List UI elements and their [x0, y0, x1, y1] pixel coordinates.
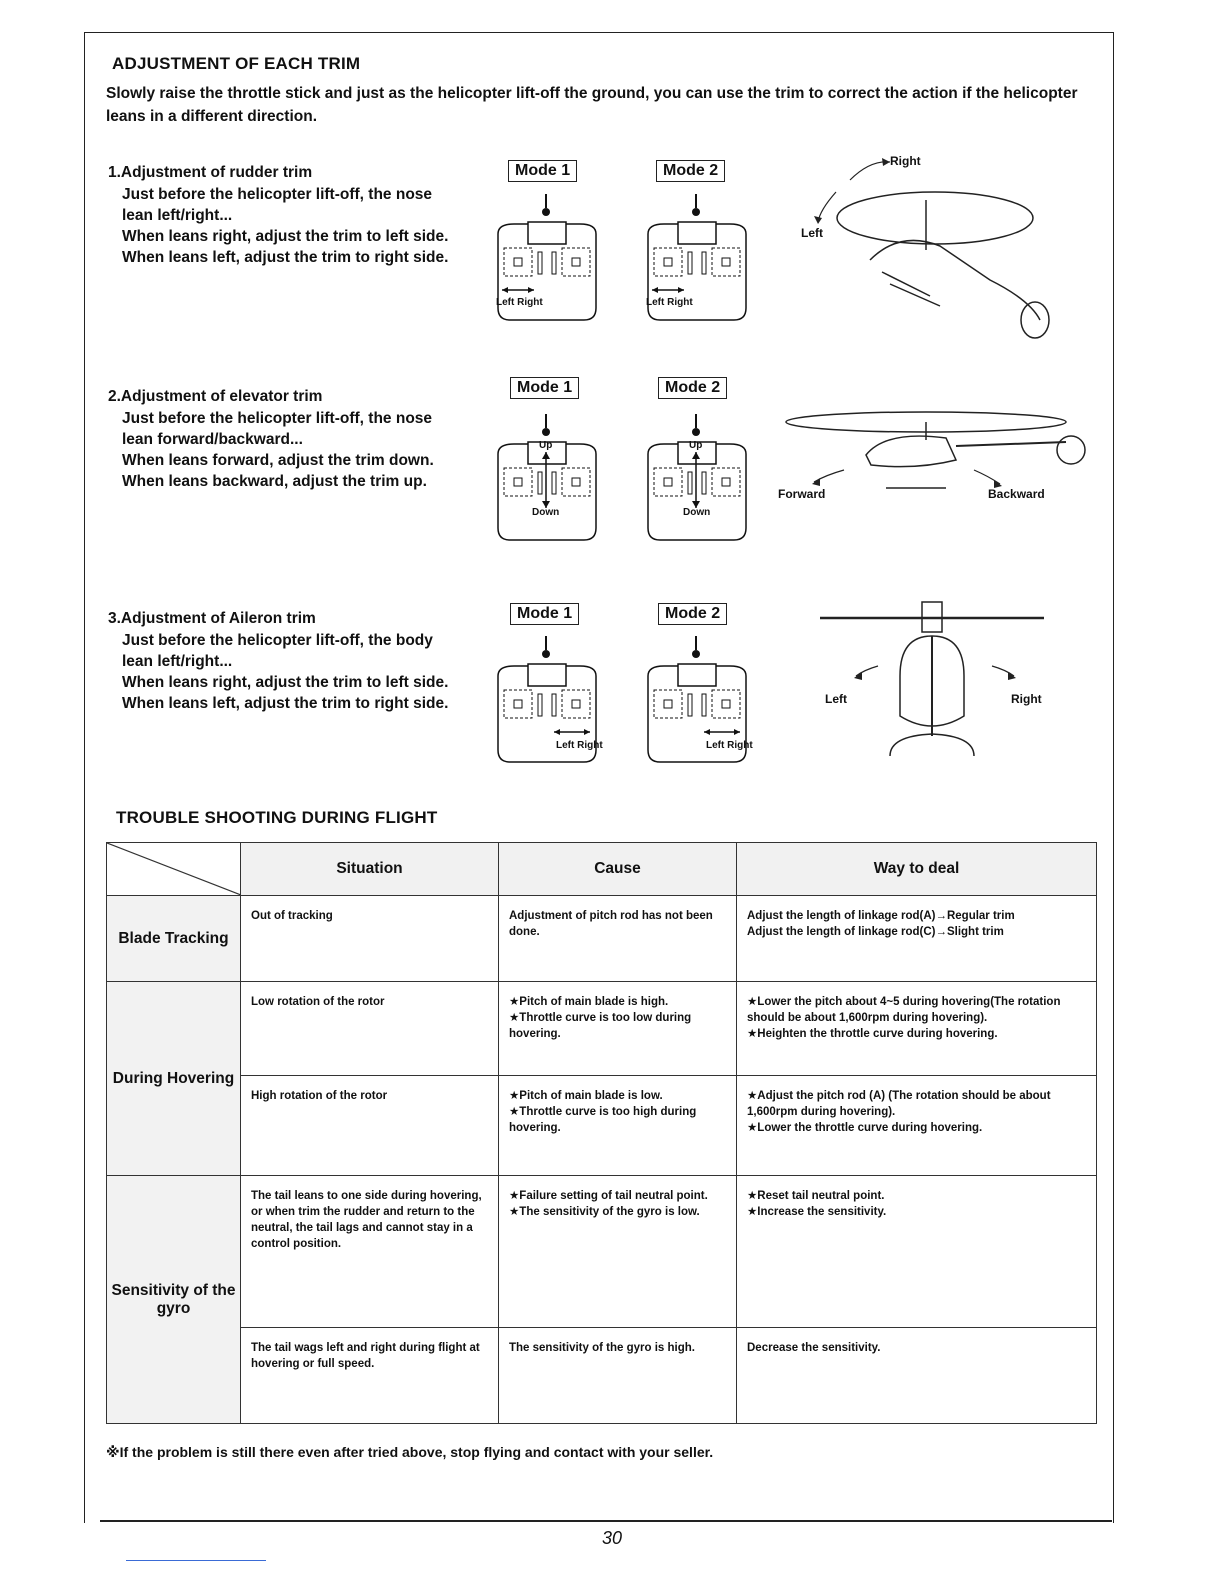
helicopter-front-illustration: [820, 596, 1060, 772]
diag-label-forward: Forward: [778, 487, 826, 501]
diag-label-left: Left: [801, 226, 823, 240]
footer-line: [126, 1560, 266, 1561]
elevator-trim-text: [108, 388, 488, 492]
tx-label-up: Up: [689, 440, 703, 451]
header-way: Way to deal: [737, 843, 1097, 896]
bottom-rule: [100, 1520, 1112, 1522]
aileron-line: lean left/right...: [122, 653, 233, 670]
table-row: [107, 896, 1097, 982]
cell-situation: The tail wags left and right during flight at hovering or full speed.: [241, 1328, 499, 1424]
cell-situation: High rotation of the rotor: [241, 1076, 499, 1176]
category-gyro: Sensitivity of the gyro: [107, 1176, 241, 1424]
category-hover: During Hovering: [107, 982, 241, 1176]
rudder-line: When leans left, adjust the trim to right side.: [122, 249, 449, 266]
cell-situation: The tail leans to one side during hovering, or when trim the rudder and return to the neutral, the tail lags and cannot stay in a control position.: [241, 1176, 499, 1328]
cell-way: ★Adjust the pitch rod (A) (The rotation should be about 1,600rpm during hovering). ★Lower the throttle curve during hovering.: [737, 1076, 1097, 1176]
mode-1-label: Mode 1: [508, 160, 577, 182]
header-situation: Situation: [241, 843, 499, 896]
table-row: [107, 982, 1097, 1076]
tx-label-down: Down: [683, 507, 711, 518]
elevator-line: Just before the helicopter lift-off, the nose: [122, 410, 433, 427]
cell-way: ★Reset tail neutral point. ★Increase the sensitivity.: [737, 1176, 1097, 1328]
tx-label: Left Right: [496, 297, 543, 308]
rudder-line: When leans right, adjust the trim to left side.: [122, 228, 449, 245]
aileron-trim-text: [108, 610, 488, 714]
category-blade: Blade Tracking: [107, 896, 241, 982]
aileron-line: Just before the helicopter lift-off, the body: [122, 632, 433, 649]
elevator-line: When leans forward, adjust the trim down.: [122, 452, 434, 469]
transmitter-icon: [494, 412, 604, 544]
helicopter-top-illustration: [790, 150, 1110, 360]
rudder-line: lean left/right...: [122, 207, 233, 224]
aileron-trim-title: 3.Adjustment of Aileron trim: [108, 610, 316, 627]
tx-label: Left Right: [556, 740, 603, 751]
cell-way: ★Lower the pitch about 4~5 during hovering(The rotation should be about 1,600rpm during hovering). ★Heighten the throttle curve during hovering.: [737, 982, 1097, 1076]
corner-cell: [107, 843, 241, 896]
cell-situation: Low rotation of the rotor: [241, 982, 499, 1076]
mode-1-label: Mode 1: [510, 377, 579, 399]
tx-label: Left Right: [706, 740, 753, 751]
aileron-line: When leans right, adjust the trim to left side.: [122, 674, 449, 691]
elevator-line: When leans backward, adjust the trim up.: [122, 473, 427, 490]
mode-2-label: Mode 2: [658, 603, 727, 625]
diag-label-backward: Backward: [988, 487, 1045, 501]
mode-2-label: Mode 2: [656, 160, 725, 182]
table-row: [107, 1076, 1097, 1176]
diag-label-right: Right: [890, 154, 921, 168]
elevator-line: lean forward/backward...: [122, 431, 303, 448]
cell-situation: Out of tracking: [241, 896, 499, 982]
table-row: [107, 1328, 1097, 1424]
trim-intro: Slowly raise the throttle stick and just as the helicopter lift-off the ground, you can use the trim to correct the action if the helicopter leans in a different direction.: [106, 85, 1078, 125]
rudder-trim-text: [108, 164, 488, 268]
rudder-line: Just before the helicopter lift-off, the nose: [122, 186, 433, 203]
mode-2-label: Mode 2: [658, 377, 727, 399]
table-header-row: [107, 843, 1097, 896]
diag-label-left: Left: [825, 692, 847, 706]
cell-cause: ★Pitch of main blade is low. ★Throttle curve is too high during hovering.: [499, 1076, 737, 1176]
cell-way: Adjust the length of linkage rod(A)→Regular trim Adjust the length of linkage rod(C)→Slight trim: [737, 896, 1097, 982]
diag-label-right: Right: [1011, 692, 1042, 706]
rudder-trim-title: 1.Adjustment of rudder trim: [108, 164, 313, 181]
elevator-trim-title: 2.Adjustment of elevator trim: [108, 388, 323, 405]
troubleshooting-note: ※If the problem is still there even after tried above, stop flying and contact with your seller.: [106, 1444, 714, 1460]
mode-1-label: Mode 1: [510, 603, 579, 625]
cell-cause: The sensitivity of the gyro is high.: [499, 1328, 737, 1424]
cell-cause: ★Failure setting of tail neutral point. ★The sensitivity of the gyro is low.: [499, 1176, 737, 1328]
header-cause: Cause: [499, 843, 737, 896]
troubleshooting-table: [106, 842, 1097, 1424]
section-title-trim: ADJUSTMENT OF EACH TRIM: [112, 54, 361, 73]
tx-label-down: Down: [532, 507, 560, 518]
page-number: 30: [601, 1528, 623, 1548]
transmitter-icon: [644, 412, 754, 544]
section-title-troubleshooting: TROUBLE SHOOTING DURING FLIGHT: [116, 808, 438, 827]
aileron-line: When leans left, adjust the trim to right side.: [122, 695, 449, 712]
table-row: [107, 1176, 1097, 1328]
cell-way: Decrease the sensitivity.: [737, 1328, 1097, 1424]
tx-label: Left Right: [646, 297, 693, 308]
cell-cause: ★Pitch of main blade is high. ★Throttle curve is too low during hovering.: [499, 982, 737, 1076]
cell-cause: Adjustment of pitch rod has not been done.: [499, 896, 737, 982]
tx-label-up: Up: [539, 440, 553, 451]
